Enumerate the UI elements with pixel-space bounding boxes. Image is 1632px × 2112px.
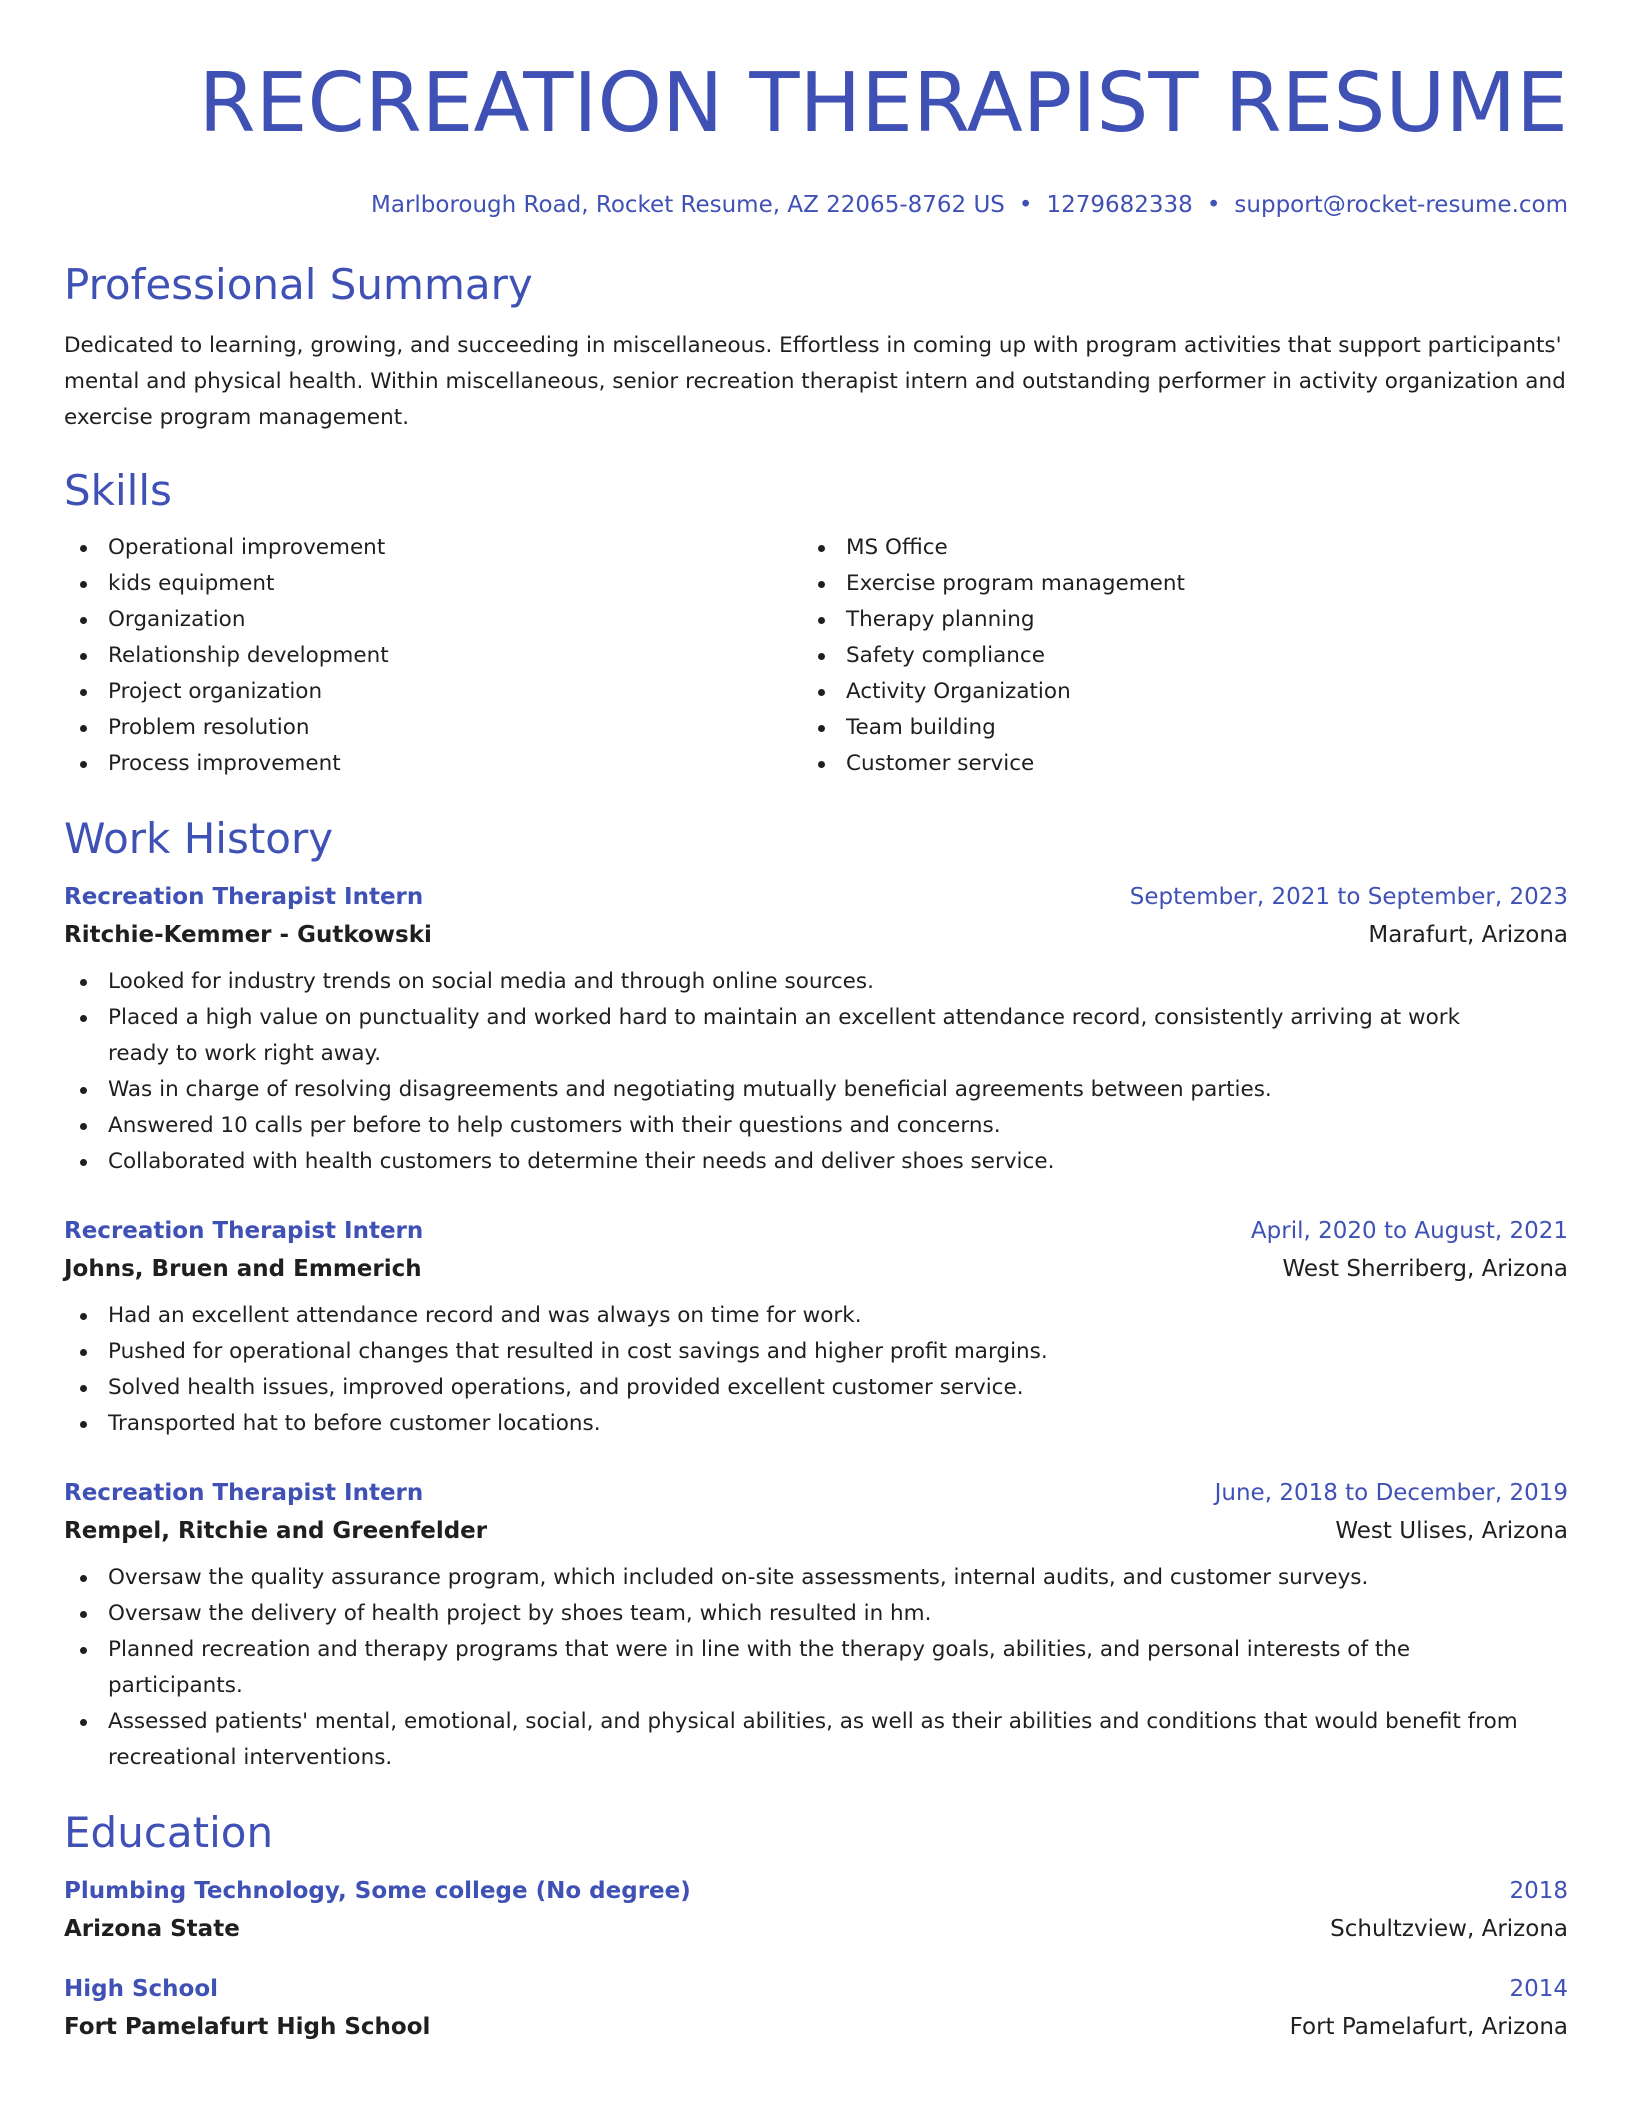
contact-separator: • <box>1206 192 1221 218</box>
education-entry <box>64 1974 1568 2042</box>
education-school: Arizona State <box>64 1916 240 1942</box>
job-title-row <box>64 1478 1568 1508</box>
education-year: 2014 <box>1509 1976 1568 2002</box>
education-degree-row <box>64 1974 1568 2004</box>
job-bullet: Collaborated with health customers to determine their needs and deliver shoes service. <box>64 1144 1528 1180</box>
job-title: Recreation Therapist Intern <box>64 1480 424 1506</box>
job-bullet: Had an excellent attendance record and was always on time for work. <box>64 1298 1528 1334</box>
skill-item: Project organization <box>64 674 802 710</box>
education-location: Schultzview, Arizona <box>1330 1916 1568 1942</box>
job-bullet: Oversaw the delivery of health project by shoes team, which resulted in hm. <box>64 1596 1528 1632</box>
education-section <box>64 1808 1568 2042</box>
education-degree-row <box>64 1876 1568 1906</box>
summary-heading: Professional Summary <box>64 260 533 309</box>
job-company: Ritchie-Kemmer - Gutkowski <box>64 922 432 948</box>
skills-heading: Skills <box>64 466 172 515</box>
work-history-section <box>64 814 1568 1776</box>
job-company-row <box>64 912 1568 950</box>
job-bullets <box>64 1298 1568 1442</box>
skill-item: Problem resolution <box>64 710 802 746</box>
education-school-row <box>64 2004 1568 2042</box>
skill-item: Process improvement <box>64 746 802 782</box>
education-location: Fort Pamelafurt, Arizona <box>1289 2014 1568 2040</box>
job-company: Johns, Bruen and Emmerich <box>64 1256 422 1282</box>
education-school: Fort Pamelafurt High School <box>64 2014 431 2040</box>
skill-item: Therapy planning <box>802 602 1540 638</box>
job-bullet: Assessed patients' mental, emotional, social, and physical abilities, as well as their abilities and conditions that would benefit from recreational interventions. <box>64 1704 1528 1776</box>
education-degree: High School <box>64 1976 219 2002</box>
work-history-heading: Work History <box>64 814 334 863</box>
contact-line <box>64 190 1568 220</box>
job-bullet: Transported hat to before customer locations. <box>64 1406 1528 1442</box>
job-location: West Ulises, Arizona <box>1335 1518 1568 1544</box>
skills-list-right <box>802 530 1540 782</box>
job-entry <box>64 882 1568 1180</box>
job-company-row <box>64 1508 1568 1546</box>
skill-item: Exercise program management <box>802 566 1540 602</box>
skills-columns <box>64 530 1568 782</box>
job-location: Marafurt, Arizona <box>1368 922 1568 948</box>
education-school-row <box>64 1906 1568 1944</box>
skill-item: Operational improvement <box>64 530 802 566</box>
resume-title: RECREATION THERAPIST RESUME <box>198 56 1568 151</box>
job-dates: June, 2018 to December, 2019 <box>1214 1480 1568 1506</box>
skill-item: Safety compliance <box>802 638 1540 674</box>
job-bullet: Looked for industry trends on social media and through online sources. <box>64 964 1528 1000</box>
summary-text: Dedicated to learning, growing, and succeeding in miscellaneous. Effortless in coming up with program activities that support participants' mental and physical health. Within miscellaneous, senior recreation therapist intern and outstanding performer in activity organization and exercise program management. <box>64 333 1566 430</box>
education-entry <box>64 1876 1568 1944</box>
contact-address: Marlborough Road, Rocket Resume, AZ 22065-8762 US <box>371 192 1005 218</box>
job-location: West Sherriberg, Arizona <box>1282 1256 1568 1282</box>
job-title: Recreation Therapist Intern <box>64 884 424 910</box>
education-degree: Plumbing Technology, Some college (No degree) <box>64 1878 691 1904</box>
job-company-row <box>64 1246 1568 1284</box>
job-dates: September, 2021 to September, 2023 <box>1129 884 1568 910</box>
contact-separator: • <box>1018 192 1033 218</box>
job-entry <box>64 1216 1568 1442</box>
job-entry <box>64 1478 1568 1776</box>
job-title: Recreation Therapist Intern <box>64 1218 424 1244</box>
skill-item: Relationship development <box>64 638 802 674</box>
skills-list-left <box>64 530 802 782</box>
job-bullet: Pushed for operational changes that resulted in cost savings and higher profit margins. <box>64 1334 1528 1370</box>
skill-item: Activity Organization <box>802 674 1540 710</box>
contact-email: support@rocket-resume.com <box>1234 192 1568 218</box>
job-title-row <box>64 1216 1568 1246</box>
summary-section <box>64 260 1568 436</box>
resume-header <box>64 0 1568 220</box>
education-year: 2018 <box>1509 1878 1568 1904</box>
skill-item: Customer service <box>802 746 1540 782</box>
education-heading: Education <box>64 1808 274 1857</box>
job-bullet: Planned recreation and therapy programs that were in line with the therapy goals, abilities, and personal interests of the participants. <box>64 1632 1528 1704</box>
job-company: Rempel, Ritchie and Greenfelder <box>64 1518 488 1544</box>
skill-item: MS Office <box>802 530 1540 566</box>
job-dates: April, 2020 to August, 2021 <box>1250 1218 1568 1244</box>
skills-section <box>64 466 1568 782</box>
job-bullet: Oversaw the quality assurance program, which included on-site assessments, internal audits, and customer surveys. <box>64 1560 1528 1596</box>
job-bullets <box>64 964 1568 1180</box>
job-bullet: Was in charge of resolving disagreements and negotiating mutually beneficial agreements between parties. <box>64 1072 1528 1108</box>
contact-phone: 1279682338 <box>1046 192 1193 218</box>
skill-item: Organization <box>64 602 802 638</box>
job-bullet: Placed a high value on punctuality and worked hard to maintain an excellent attendance record, consistently arriving at work ready to work right away. <box>64 1000 1528 1072</box>
job-bullet: Solved health issues, improved operations, and provided excellent customer service. <box>64 1370 1528 1406</box>
job-title-row <box>64 882 1568 912</box>
skill-item: kids equipment <box>64 566 802 602</box>
skill-item: Team building <box>802 710 1540 746</box>
job-bullet: Answered 10 calls per before to help customers with their questions and concerns. <box>64 1108 1528 1144</box>
job-bullets <box>64 1560 1568 1776</box>
